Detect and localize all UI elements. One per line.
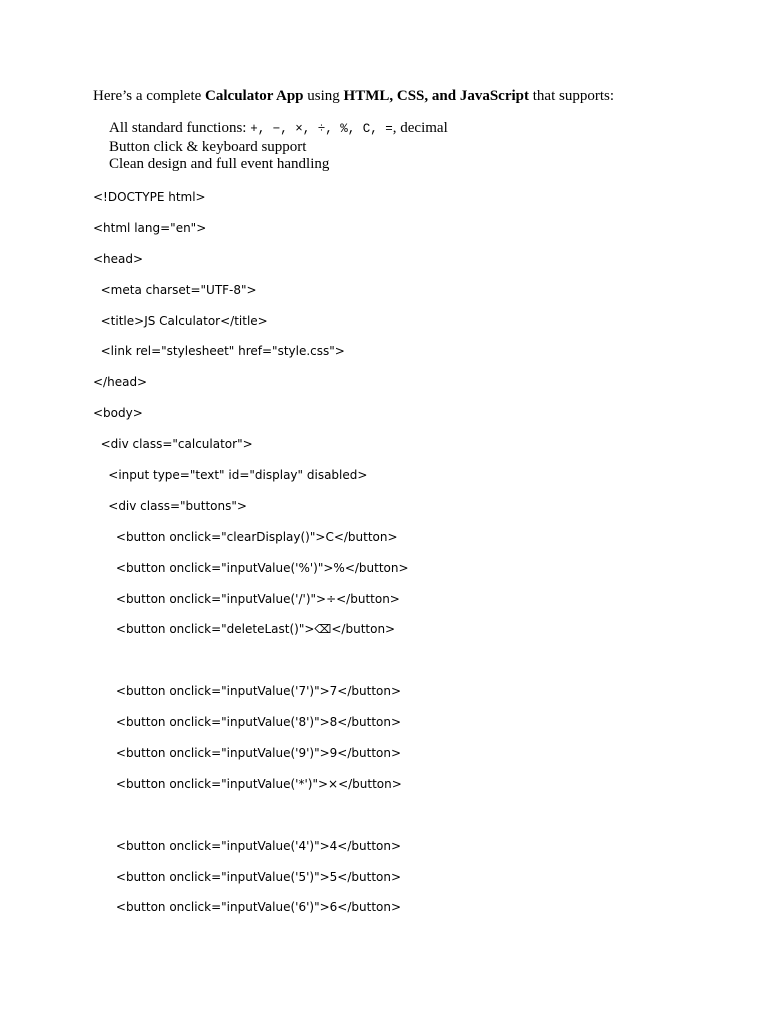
feature-item — [109, 120, 448, 139]
feature-item — [109, 156, 448, 174]
intro-prefix: Here’s a complete — [93, 88, 206, 104]
intro-suffix: that supports: — [529, 88, 614, 104]
intro-middle: using — [303, 88, 344, 104]
code-line: <head> — [93, 251, 144, 266]
feature-symbols: +, −, ×, ÷, %, C, = — [250, 122, 393, 136]
code-line: <button onclick="inputValue('9')">9</button> — [93, 746, 402, 761]
feature-text: Clean design and full event handling — [109, 156, 330, 172]
code-line: <button onclick="inputValue('/')">÷</button> — [93, 591, 400, 606]
code-line: <body> — [93, 406, 143, 421]
code-line: <html lang="en"> — [93, 220, 207, 235]
feature-item — [109, 139, 448, 157]
feature-text: Button click & keyboard support — [109, 138, 307, 155]
code-line: <button onclick="clearDisplay()">C</button> — [93, 529, 398, 544]
code-line — [93, 651, 409, 682]
code-line: <div class="calculator"> — [93, 437, 253, 452]
code-line: </head> — [93, 375, 148, 390]
code-line: <!DOCTYPE html> — [93, 190, 206, 204]
code-block — [93, 188, 409, 929]
intro-app-name: Calculator App — [205, 88, 304, 104]
code-line — [93, 806, 409, 837]
code-line: <button onclick="inputValue('8')">8</button> — [93, 715, 402, 730]
code-line: <title>JS Calculator</title> — [93, 313, 268, 328]
intro-tech: HTML, CSS, and JavaScript — [343, 88, 529, 104]
code-line: <meta charset="UTF-8"> — [93, 282, 257, 297]
code-line: <button onclick="inputValue('4')">4</button> — [93, 838, 402, 853]
code-line: <link rel="stylesheet" href="style.css"> — [93, 344, 345, 359]
intro-paragraph — [93, 86, 614, 106]
code-line: <button onclick="inputValue('%')">%</button> — [93, 560, 409, 575]
code-line: <button onclick="inputValue('7')">7</button> — [93, 684, 402, 699]
feature-text: All standard functions: — [109, 120, 251, 136]
code-line: <button onclick="deleteLast()">⌫</button> — [93, 622, 396, 637]
code-line: <input type="text" id="display" disabled> — [93, 468, 368, 483]
code-line: <button onclick="inputValue('*')">×</button> — [93, 776, 402, 791]
feature-tail: , decimal — [392, 120, 448, 136]
feature-list — [109, 120, 448, 174]
code-line: <button onclick="inputValue('5')">5</button> — [93, 869, 402, 884]
code-line: <div class="buttons"> — [93, 498, 247, 513]
code-line: <button onclick="inputValue('6')">6</button> — [93, 900, 402, 915]
